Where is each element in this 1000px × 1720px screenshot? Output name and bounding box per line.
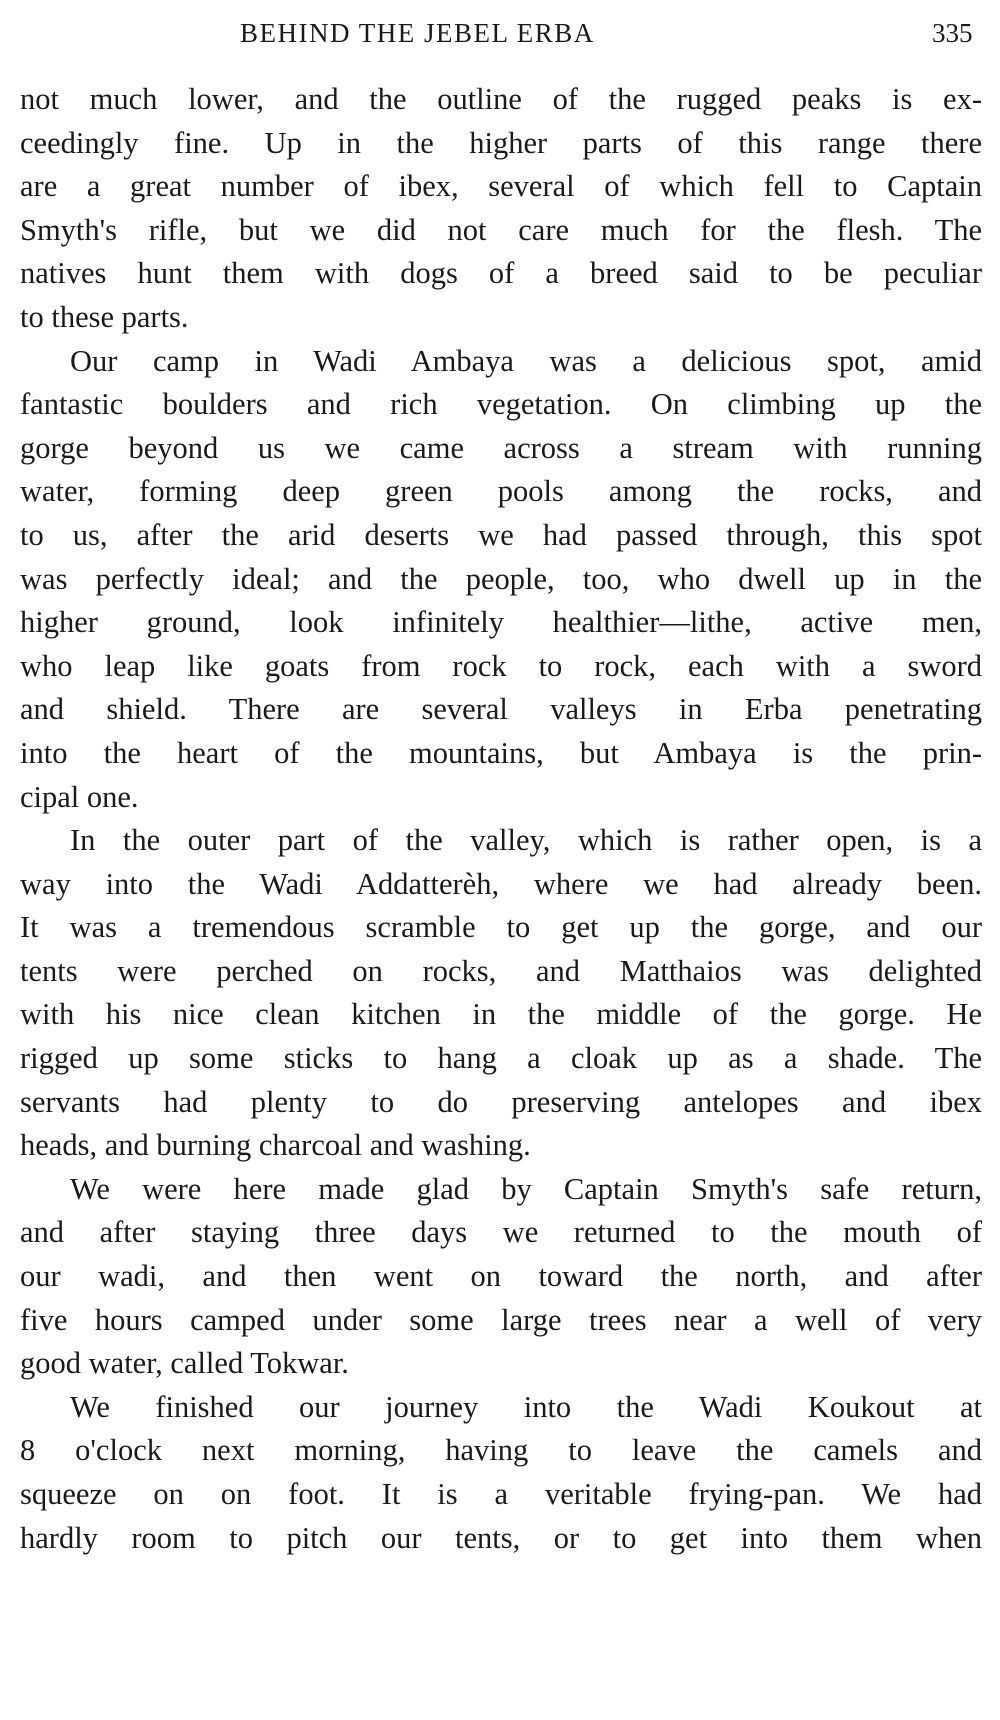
page-number: 335: [932, 18, 973, 48]
text-line: who leap like goats from rock to rock, each with a sword: [20, 648, 982, 683]
text-line: ceedingly fine. Up in the higher parts of this range there: [20, 125, 982, 160]
text-line: to us, after the arid deserts we had passed through, this spot: [20, 517, 982, 552]
text-line: our wadi, and then went on toward the north, and after: [20, 1259, 982, 1294]
paragraph: [20, 78, 982, 340]
running-header: [0, 14, 1000, 58]
text-line: servants had plenty to do preserving antelopes and ibex: [20, 1084, 982, 1119]
text-line: squeeze on on foot. It is a veritable frying-pan. We had: [20, 1477, 982, 1511]
paragraph: [20, 819, 982, 1168]
text-line: fantastic boulders and rich vegetation. On climbing up the: [20, 387, 982, 422]
paragraph: [20, 340, 982, 820]
text-line: cipal one.: [20, 779, 139, 814]
text-line: Smyth's rifle, but we did not care much for the flesh. The: [20, 212, 982, 247]
paragraph: [20, 1386, 982, 1560]
text-line: higher ground, look infinitely healthier—lithe, active men,: [20, 605, 982, 640]
text-line: tents were perched on rocks, and Matthaios was delighted: [20, 953, 982, 988]
text-line: and shield. There are several valleys in Erba penetrating: [20, 692, 982, 727]
text-line: not much lower, and the outline of the rugged peaks is ex-: [20, 82, 982, 116]
text-line: water, forming deep green pools among the rocks, and: [20, 474, 982, 509]
text-line: gorge beyond us we came across a stream with running: [20, 430, 982, 465]
text-line: with his nice clean kitchen in the middle of the gorge. He: [20, 997, 982, 1032]
text-line: 8 o'clock next morning, having to leave the camels and: [20, 1433, 982, 1468]
text-line: rigged up some sticks to hang a cloak up as a shade. The: [20, 1041, 982, 1076]
text-line: way into the Wadi Addatterèh, where we had already been.: [20, 866, 982, 901]
text-line: It was a tremendous scramble to get up the gorge, and our: [20, 910, 982, 945]
body-text: [20, 78, 982, 1560]
text-line: We were here made glad by Captain Smyth's safe return,: [70, 1171, 982, 1206]
text-line: Our camp in Wadi Ambaya was a delicious spot, amid: [70, 343, 982, 378]
text-line: into the heart of the mountains, but Ambaya is the prin-: [20, 735, 982, 770]
text-line: natives hunt them with dogs of a breed said to be peculiar: [20, 256, 982, 291]
text-line: are a great number of ibex, several of which fell to Captain: [20, 169, 982, 204]
text-line: hardly room to pitch our tents, or to get into them when: [20, 1520, 982, 1555]
text-line: five hours camped under some large trees near a well of very: [20, 1302, 982, 1337]
paragraph: [20, 1168, 982, 1386]
running-title: BEHIND THE JEBEL ERBA: [240, 18, 595, 48]
text-line: to these parts.: [20, 299, 189, 334]
text-line: good water, called Tokwar.: [20, 1346, 349, 1381]
text-line: was perfectly ideal; and the people, too, who dwell up in the: [20, 561, 982, 596]
text-line: and after staying three days we returned to the mouth of: [20, 1215, 982, 1250]
text-line: We finished our journey into the Wadi Koukout at: [70, 1389, 982, 1424]
text-line: In the outer part of the valley, which is rather open, is a: [70, 823, 982, 858]
text-line: heads, and burning charcoal and washing.: [20, 1128, 531, 1163]
